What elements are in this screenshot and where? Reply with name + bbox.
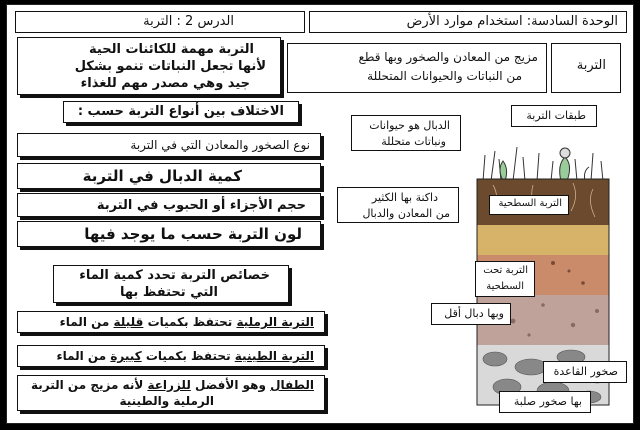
clay-soil-mid: تحتفظ بكميات: [145, 349, 231, 363]
types-item-3-text: حجم الأجزاء أو الحبوب في التربة: [96, 198, 306, 213]
definition-line-1: مزيج من المعادن والصخور وبها قطع: [358, 50, 538, 64]
topsoil-label: التربة السطحية: [498, 198, 562, 209]
plants-illustration: [483, 147, 603, 181]
topsoil-desc-line-2: من المعادن والدبال: [362, 207, 450, 220]
loam-soil-text: [31, 378, 314, 392]
water-title-line-1: خصائص التربة تحدد كمية الماء: [79, 268, 270, 283]
header-unit: [309, 11, 627, 33]
humus-label-box: [351, 115, 461, 151]
sandy-soil-end: من الماء: [59, 315, 110, 329]
importance-line-2: لأنها تجعل النباتات تنمو بشكل: [74, 59, 266, 74]
clay-soil-key: كبيرة: [110, 349, 142, 363]
importance-line-3: جيد وهي مصدر مهم للغذاء: [80, 76, 250, 91]
clay-soil-box: [17, 345, 325, 367]
bedrock-desc-box: [499, 391, 591, 413]
clay-soil-term: التربة الطينية: [234, 349, 314, 363]
types-item-1: [17, 133, 321, 157]
topsoil-desc-box: [337, 187, 459, 223]
definition-term: التربة: [576, 58, 606, 73]
types-item-3: [17, 193, 321, 217]
types-title: الاختلاف بين أنواع التربة حسب :: [77, 104, 284, 119]
types-item-2: [17, 163, 321, 189]
humus-line-1: الدبال هو حيوانات: [369, 119, 450, 132]
types-title-box: [63, 101, 299, 123]
diagram-title-box: [511, 105, 597, 127]
sandy-soil-box: [17, 311, 325, 333]
water-title-line-2: التي تحتفظ بها: [119, 285, 218, 300]
bedrock-desc: بها صخور صلبة: [513, 395, 582, 408]
unit-title: الوحدة السادسة: استخدام موارد الأرض: [406, 14, 618, 29]
humus-line-2: ونباتات متحللة: [381, 135, 446, 148]
subsoil-desc: وبها دبال أقل: [444, 307, 504, 320]
types-item-1-text: نوع الصخور والمعادن التي في التربة: [130, 138, 310, 152]
importance-box: [17, 37, 281, 95]
sandy-soil-key: قليلة: [113, 315, 144, 329]
types-item-4-text: لون التربة حسب ما يوجد فيها: [84, 225, 302, 243]
header-lesson: [15, 11, 305, 33]
loam-soil-mid: وهو الأفضل: [195, 378, 266, 392]
definition-term-box: [551, 43, 621, 93]
subsoil-desc-box: [431, 303, 511, 325]
worksheet-page: [6, 4, 634, 424]
topsoil-desc-line-1: داكنة بها الكثير: [371, 191, 438, 204]
sandy-soil-term: التربة الرملية: [236, 315, 314, 329]
bedrock-label: صخور القاعدة: [553, 365, 618, 378]
definition-text-box: [287, 43, 547, 93]
importance-line-1: التربة مهمة للكائنات الحية: [89, 42, 254, 57]
definition-line-2: من النباتات والحيوانات المتحللة: [367, 69, 522, 83]
subsoil-line-2: السطحية: [486, 281, 524, 292]
diagram-title: طبقات التربة: [526, 109, 586, 122]
subsoil-line-1: التربة تحت: [483, 265, 528, 276]
transition-layer: [477, 225, 609, 255]
bedrock-label-box: [543, 361, 627, 383]
clay-soil-end: من الماء: [56, 349, 107, 363]
types-item-2-text: كمية الدبال في التربة: [82, 167, 242, 185]
water-title-box: [53, 265, 289, 303]
loam-soil-line-2: الرملية والطينية: [119, 394, 214, 408]
topsoil-label-box: [489, 195, 569, 215]
loam-soil-key: للزراعة: [147, 378, 191, 392]
loam-soil-end: لأنه مزيج من التربة: [30, 378, 144, 392]
loam-soil-box: [17, 375, 325, 411]
lesson-title: الدرس 2 : التربة: [143, 14, 234, 29]
sandy-soil-mid: تحتفظ بكميات: [147, 315, 233, 329]
clay-soil-text: [56, 349, 314, 363]
sandy-soil-text: [60, 315, 314, 329]
types-item-4: [17, 221, 321, 247]
subsoil-label-box: [475, 261, 535, 297]
loam-soil-term: الطفال: [270, 378, 314, 392]
